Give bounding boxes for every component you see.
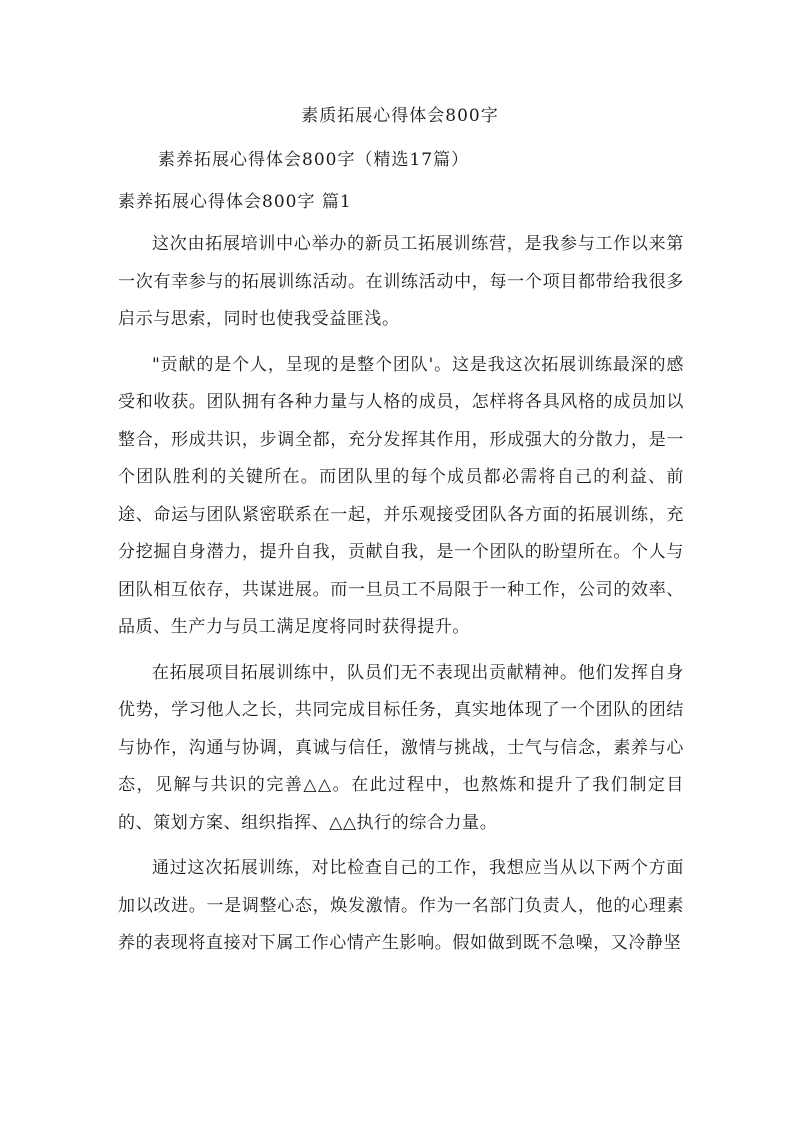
paragraph-2: "贡献的是个人，呈现的是整个团队'。这是我这次拓展训练最深的感受和收获。团队拥有各种力量与人格的成员，怎样将各具风格的成员加以整合，形成共识，步调全都，充分发挥其作用，形成强大的分散力，是一个团队胜利的关键所在。而团队里的每个成员都必需将自己的利益、前途、命运与团队紧密联系在一起，并乐观接受团队各方面的拓展训练，充分挖掘自身潜力，提升自我，贡献自我，是一个团队的盼望所在。个人与团队相互依存，共谋进展。而一旦员工不局限于一种工作，公司的效率、品质、生产力与员工满足度将同时获得提升。 bbox=[118, 354, 684, 637]
document-body bbox=[118, 226, 684, 971]
document-title: 素质拓展心得体会800字 bbox=[301, 106, 499, 126]
section-heading: 素养拓展心得体会800字 篇1 bbox=[118, 192, 352, 212]
document-subtitle: 素养拓展心得体会800字（精选17篇） bbox=[158, 150, 470, 170]
paragraph-3: 在拓展项目拓展训练中，队员们无不表现出贡献精神。他们发挥自身优势，学习他人之长，共同完成目标任务，真实地体现了一个团队的团结与协作，沟通与协调，真诚与信任，激情与挑战，士气与信念，素养与心态，见解与共识的完善△△。在此过程中，也熬炼和提升了我们制定目的、策划方案、组织指挥、△△执行的综合力量。 bbox=[118, 662, 684, 833]
paragraph-4: 通过这次拓展训练，对比检查自己的工作，我想应当从以下两个方面加以改进。一是调整心态，焕发激情。作为一名部门负责人，他的心理素养的表现将直接对下属工作心情产生影响。假如做到既不急噪，又冷静坚 bbox=[118, 858, 684, 953]
paragraph-1: 这次由拓展培训中心举办的新员工拓展训练营，是我参与工作以来第一次有幸参与的拓展训练活动。在训练活动中，每一个项目都带给我很多启示与思索，同时也使我受益匪浅。 bbox=[118, 234, 684, 329]
